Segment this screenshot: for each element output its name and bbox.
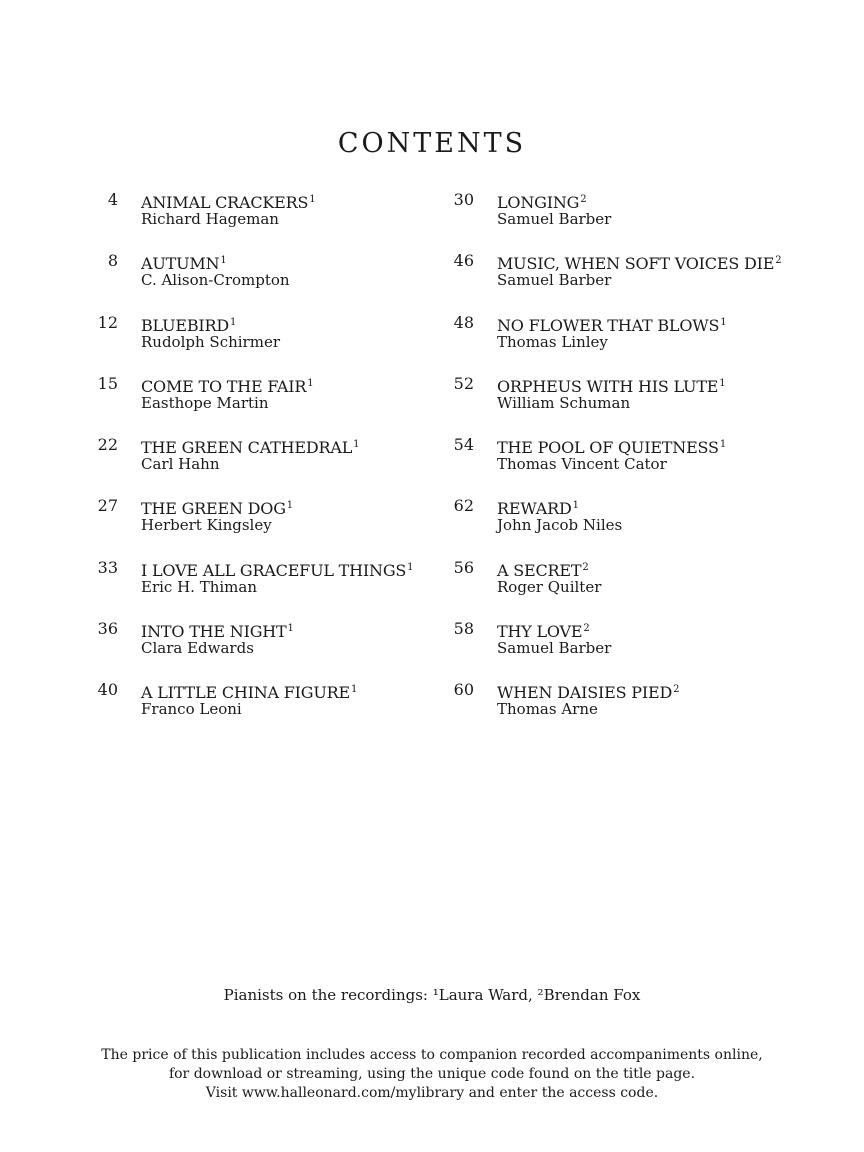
contents-left-column	[92, 190, 452, 742]
recording-mark: 2	[582, 561, 589, 573]
page-number: 60	[453, 680, 474, 700]
composer-name: William Schuman	[497, 393, 631, 412]
recording-mark: 1	[719, 439, 726, 451]
contents-entry[interactable]	[448, 313, 858, 374]
page-number: 58	[453, 619, 474, 639]
contents-entry[interactable]	[92, 558, 452, 619]
composer-name: Rudolph Schirmer	[141, 332, 280, 351]
song-title: THE POOL OF QUIETNESS$^1$	[497, 438, 726, 458]
composer-name: Samuel Barber	[497, 271, 612, 290]
page-number: 48	[453, 312, 474, 332]
page-title: CONTENTS	[337, 128, 527, 159]
song-title: AUTUMN$^1$	[141, 254, 227, 274]
song-title: NO FLOWER THAT BLOWS$^1$	[497, 315, 727, 335]
contents-entry[interactable]	[92, 496, 452, 557]
song-title: REWARD$^1$	[497, 499, 579, 519]
composer-name: Samuel Barber	[497, 210, 612, 228]
recording-mark: 1	[572, 500, 579, 512]
song-title: COME TO THE FAIR$^1$	[141, 376, 314, 396]
recording-mark: 2	[673, 684, 680, 696]
song-title: THE GREEN DOG$^1$	[141, 499, 293, 519]
access-note	[0, 1046, 864, 1103]
contents-entry[interactable]	[92, 374, 452, 435]
page-number: 46	[453, 251, 474, 271]
song-title: A SECRET$^2$	[497, 560, 589, 580]
contents-entry[interactable]	[92, 313, 452, 374]
recording-mark: 1	[220, 255, 227, 267]
composer-name: Carl Hahn	[141, 455, 220, 474]
recording-mark: 1	[309, 194, 316, 205]
contents-entry[interactable]	[448, 251, 858, 312]
composer-name: Clara Edwards	[141, 639, 254, 658]
page-number: 15	[97, 373, 118, 393]
recording-mark: 1	[719, 377, 726, 389]
recording-mark: 1	[307, 377, 314, 389]
recording-mark: 1	[720, 316, 727, 328]
page-number: 4	[107, 190, 118, 209]
access-note-line: The price of this publication includes access to companion recorded accompaniments online,	[101, 1047, 763, 1063]
composer-name: Herbert Kingsley	[141, 516, 272, 535]
contents-entry[interactable]	[92, 251, 452, 312]
composer-name: Easthope Martin	[141, 393, 269, 412]
page-number: 36	[97, 619, 118, 639]
recording-mark: 1	[351, 684, 358, 696]
contents-entry[interactable]	[448, 496, 858, 557]
song-title: THY LOVE$^2$	[497, 622, 590, 642]
composer-name: Eric H. Thiman	[141, 577, 257, 596]
composer-name: Thomas Vincent Cator	[497, 455, 667, 474]
recording-mark: 1	[287, 623, 294, 635]
page-number: 40	[97, 680, 118, 700]
page-number: 56	[453, 557, 474, 577]
contents-right-column	[448, 190, 858, 742]
contents-entry[interactable]	[448, 558, 858, 619]
contents-entry[interactable]	[448, 190, 858, 251]
page-number: 8	[107, 251, 118, 271]
composer-name: C. Alison-Crompton	[141, 271, 290, 290]
composer-name: Thomas Linley	[497, 332, 608, 351]
access-note-line: for download or streaming, using the unique code found on the title page.	[168, 1066, 696, 1082]
recording-mark: 2	[580, 194, 587, 205]
recording-mark: 1	[230, 316, 237, 328]
song-title: ANIMAL CRACKERS$^1$	[141, 193, 316, 212]
contents-entry[interactable]	[92, 619, 452, 680]
song-title: THE GREEN CATHEDRAL$^1$	[141, 438, 360, 458]
song-title: WHEN DAISIES PIED$^2$	[497, 683, 680, 703]
contents-entry[interactable]	[448, 619, 858, 680]
composer-name: Thomas Arne	[497, 700, 598, 719]
page-number: 27	[97, 496, 118, 516]
contents-entry[interactable]	[448, 374, 858, 435]
song-title: BLUEBIRD$^1$	[141, 315, 237, 335]
recording-mark: 2	[583, 623, 590, 635]
song-title: I LOVE ALL GRACEFUL THINGS$^1$	[141, 560, 414, 580]
contents-entry[interactable]	[92, 190, 452, 251]
contents-entry[interactable]	[448, 680, 858, 741]
song-title: A LITTLE CHINA FIGURE$^1$	[141, 683, 358, 703]
contents-entry[interactable]	[92, 680, 452, 741]
pianists-note: Pianists on the recordings: ¹Laura Ward, ²Brendan Fox	[223, 986, 641, 1004]
composer-name: Samuel Barber	[497, 639, 612, 658]
page-number: 22	[97, 435, 118, 455]
composer-name: Richard Hageman	[141, 210, 279, 228]
recording-mark: 1	[353, 439, 360, 451]
page-number: 30	[453, 190, 474, 209]
recording-mark: 1	[286, 500, 293, 512]
page-number: 54	[453, 435, 474, 455]
recording-mark: 2	[775, 255, 782, 267]
page-number: 52	[453, 373, 474, 393]
recording-mark: 1	[407, 561, 414, 573]
song-title: LONGING$^2$	[497, 193, 587, 212]
composer-name: Franco Leoni	[141, 700, 242, 719]
contents-entry[interactable]	[92, 435, 452, 496]
composer-name: John Jacob Niles	[497, 516, 623, 535]
song-title: ORPHEUS WITH HIS LUTE$^1$	[497, 376, 726, 396]
composer-name: Roger Quilter	[497, 577, 602, 596]
page-number: 12	[97, 312, 118, 332]
page-number: 62	[453, 496, 474, 516]
contents-entry[interactable]	[448, 435, 858, 496]
song-title: MUSIC, WHEN SOFT VOICES DIE$^2$	[497, 254, 782, 274]
access-note-line: Visit www.halleonard.com/mylibrary and enter the access code.	[205, 1085, 659, 1101]
song-title: INTO THE NIGHT$^1$	[141, 622, 294, 642]
page-number: 33	[97, 557, 118, 577]
